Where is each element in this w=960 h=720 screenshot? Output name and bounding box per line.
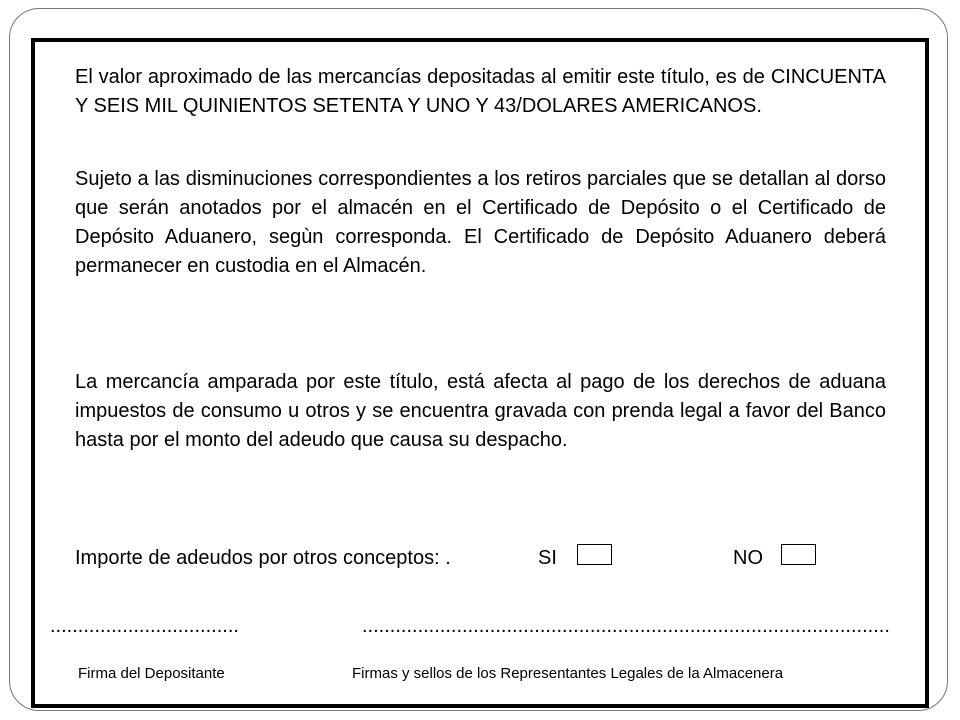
signature-label-depositante: Firma del Depositante bbox=[78, 665, 225, 682]
si-checkbox[interactable] bbox=[577, 544, 612, 565]
option-no-label: NO bbox=[733, 547, 763, 569]
paragraph-disminuciones: Sujeto a las disminuciones correspondientes a los retiros parciales que se detallan al dorso que serán anotados por el almacén en el Certificado de Depósito o el Certificado de Depósito Aduanero, segùn corresponda. El Certificado de Depósito Aduanero deberá permanecer en custodia en el Almacén. bbox=[75, 168, 886, 277]
paragraph-valor-aproximado: El valor aproximado de las mercancías depositadas al emitir este título, es de CINCUENTA Y SEIS MIL QUINIENTOS SETENTA Y UNO Y 43/DOLARES AMERICANOS. bbox=[75, 66, 886, 117]
signature-line-representantes: ............................................................................................... bbox=[362, 615, 890, 637]
no-checkbox[interactable] bbox=[781, 544, 816, 565]
signature-label-representantes: Firmas y sellos de los Representantes Legales de la Almacenera bbox=[352, 665, 784, 682]
importe-adeudos-label: Importe de adeudos por otros conceptos: . bbox=[75, 547, 451, 569]
paragraph-mercancia-amparada: La mercancía amparada por este título, está afecta al pago de los derechos de aduana impuestos de consumo u otros y se encuentra gravada con prenda legal a favor del Banco hasta por el monto del adeudo que causa su despacho. bbox=[75, 371, 886, 451]
signature-line-depositante: .................................. bbox=[50, 615, 239, 637]
option-si-label: SI bbox=[538, 547, 557, 569]
